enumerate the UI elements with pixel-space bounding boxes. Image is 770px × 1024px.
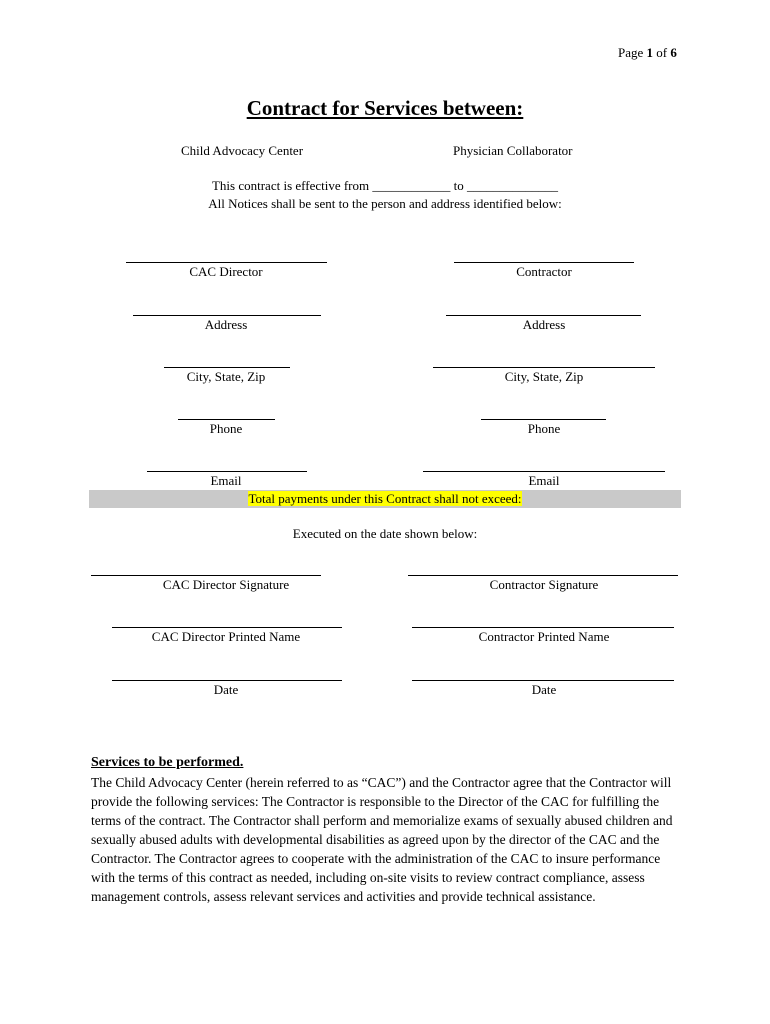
cac-director-line[interactable] xyxy=(126,262,327,263)
contractor-date-line[interactable] xyxy=(412,680,674,681)
page-number: Page 1 of 6 xyxy=(618,45,677,60)
document-title: Contract for Services between: xyxy=(246,96,524,120)
signature-label: Date xyxy=(531,682,557,697)
cac-signature-line[interactable] xyxy=(91,575,321,576)
signature-label: Contractor Signature xyxy=(489,577,599,592)
right-field-label: Email xyxy=(528,473,560,488)
left-field-label: CAC Director xyxy=(189,264,263,279)
right-field-label: City, State, Zip xyxy=(504,369,584,384)
signature-label: CAC Director Printed Name xyxy=(151,629,301,644)
contractor-printed-name-line[interactable] xyxy=(412,627,674,628)
party-right: Physician Collaborator xyxy=(453,143,573,158)
cac-printed-name-line[interactable] xyxy=(112,627,342,628)
cac-date-line[interactable] xyxy=(112,680,342,681)
signature-label: CAC Director Signature xyxy=(162,577,290,592)
right-email-line[interactable] xyxy=(423,471,665,472)
contractor-signature-line[interactable] xyxy=(408,575,678,576)
left-field-label: Email xyxy=(210,473,242,488)
executed-line: Executed on the date shown below: xyxy=(292,526,478,541)
left-email-line[interactable] xyxy=(147,471,307,472)
party-left: Child Advocacy Center xyxy=(181,143,304,158)
right-city-line[interactable] xyxy=(433,367,655,368)
left-field-label: Address xyxy=(204,317,248,332)
effective-line: This contract is effective from ____________ to ______________ xyxy=(211,178,558,193)
right-field-label: Address xyxy=(522,317,566,332)
contractor-line[interactable] xyxy=(454,262,634,263)
right-field-label: Contractor xyxy=(516,264,572,279)
notices-line: All Notices shall be sent to the person and address identified below: xyxy=(208,196,562,211)
left-field-label: Phone xyxy=(209,421,243,436)
signature-label: Contractor Printed Name xyxy=(478,629,610,644)
services-paragraph: The Child Advocacy Center (herein referred to as “CAC”) and the Contractor agree that the Contractor will provide the following services: The Contractor is responsible to the Director of the CAC for fulfilling the terms of the contract. The Contractor shall perform and memorialize exams of sexually abused children and sexually abused adults with developmental disabilities as agreed upon by the director of the CAC and the Contractor. The Contractor agrees to cooperate with the administration of the CAC to insure performance with the terms of this contract as needed, including on-site visits to review contract compliance, assess management controls, assess relevant services and activities and provide technical assistance. xyxy=(91,775,673,904)
signature-label: Date xyxy=(213,682,239,697)
payments-line[interactable]: Total payments under this Contract shall not exceed: xyxy=(248,491,522,506)
right-phone-line[interactable] xyxy=(481,419,606,420)
left-phone-line[interactable] xyxy=(178,419,275,420)
right-field-label: Phone xyxy=(527,421,561,436)
left-field-label: City, State, Zip xyxy=(186,369,266,384)
services-heading: Services to be performed. xyxy=(91,755,244,770)
right-address-line[interactable] xyxy=(446,315,641,316)
left-city-line[interactable] xyxy=(164,367,290,368)
left-address-line[interactable] xyxy=(133,315,321,316)
